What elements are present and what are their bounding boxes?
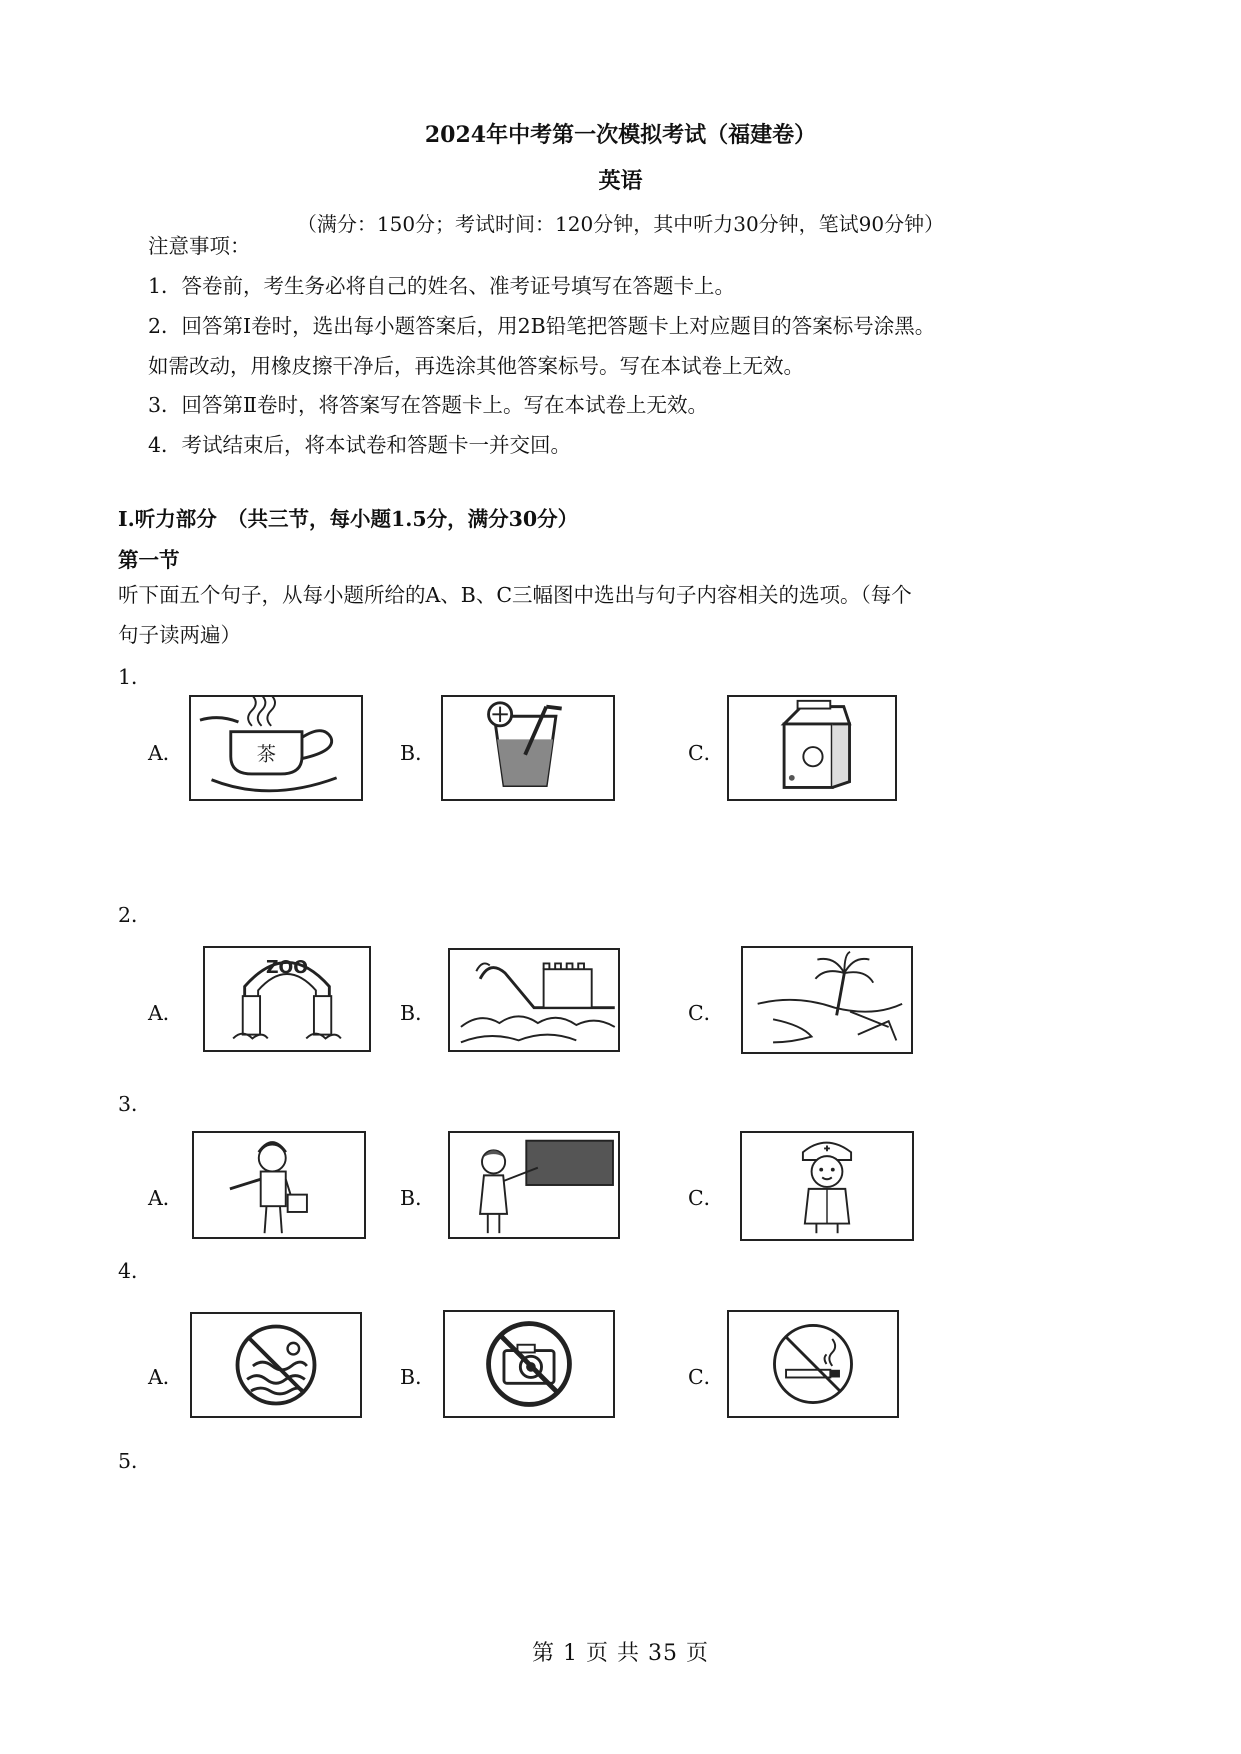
exam-info: （满分：150分；考试时间：120分钟，其中听力30分钟，笔试90分钟） xyxy=(296,212,945,236)
note-item: 2．回答第Ⅰ卷时，选出每小题答案后，用2B铅笔把答题卡上对应题目的答案标号涂黑。 xyxy=(148,314,936,338)
note-item: 3．回答第Ⅱ卷时，将答案写在答题卡上。写在本试卷上无效。 xyxy=(148,393,708,417)
section-heading: I.听力部分 （共三节，每小题1.5分，满分30分） xyxy=(118,507,579,531)
question-number: 4． xyxy=(118,1259,152,1283)
note-item: 4．考试结束后，将本试卷和答题卡一并交回。 xyxy=(148,433,572,457)
question-number: 1． xyxy=(118,665,152,689)
note-item: 1．答卷前，考生务必将自己的姓名、准考证号填写在答题卡上。 xyxy=(148,274,736,298)
no-swimming-icon xyxy=(190,1312,362,1418)
no-smoking-icon xyxy=(727,1310,899,1418)
notes-heading: 注意事项： xyxy=(148,234,251,258)
option-label: A． xyxy=(148,1365,184,1389)
no-photos-icon xyxy=(443,1310,615,1418)
option-label: B． xyxy=(400,741,436,765)
option-label: B． xyxy=(400,1001,436,1025)
question-number: 5． xyxy=(118,1449,152,1473)
exam-title: 2024年中考第一次模拟考试（福建卷） xyxy=(424,122,817,148)
subject-title: 英语 xyxy=(598,168,643,194)
juice-glass-icon xyxy=(441,695,615,801)
page-footer: 第 1 页 共 35 页 xyxy=(532,1641,709,1666)
teacher-icon xyxy=(448,1131,620,1239)
question-number: 2． xyxy=(118,903,152,927)
option-label: C． xyxy=(688,1186,725,1210)
option-label: A． xyxy=(148,741,184,765)
option-label: B． xyxy=(400,1186,436,1210)
svg-text:茶: 茶 xyxy=(256,742,277,766)
great-wall-icon xyxy=(448,948,620,1052)
option-label: A． xyxy=(148,1001,184,1025)
option-label: C． xyxy=(688,1001,725,1025)
zoo-gate-icon xyxy=(203,946,371,1052)
option-label: C． xyxy=(688,1365,725,1389)
note-item: 如需改动，用橡皮擦干净后，再选涂其他答案标号。写在本试卷上无效。 xyxy=(148,354,804,378)
doctor-icon xyxy=(740,1131,914,1241)
beach-icon xyxy=(741,946,913,1054)
option-label: A． xyxy=(148,1186,184,1210)
question-number: 3． xyxy=(118,1092,152,1116)
instruction-line: 听下面五个句子，从每小题所给的A、B、C三幅图中选出与句子内容相关的选项。（每个 xyxy=(118,583,912,607)
option-label: B． xyxy=(400,1365,436,1389)
reporter-icon xyxy=(192,1131,366,1239)
part-title: 第一节 xyxy=(118,548,180,572)
option-label: C． xyxy=(688,741,725,765)
tea-cup-icon xyxy=(189,695,363,801)
svg-text:ZOO: ZOO xyxy=(266,958,308,979)
milk-carton-icon xyxy=(727,695,897,801)
instruction-line: 句子读两遍） xyxy=(118,623,241,647)
